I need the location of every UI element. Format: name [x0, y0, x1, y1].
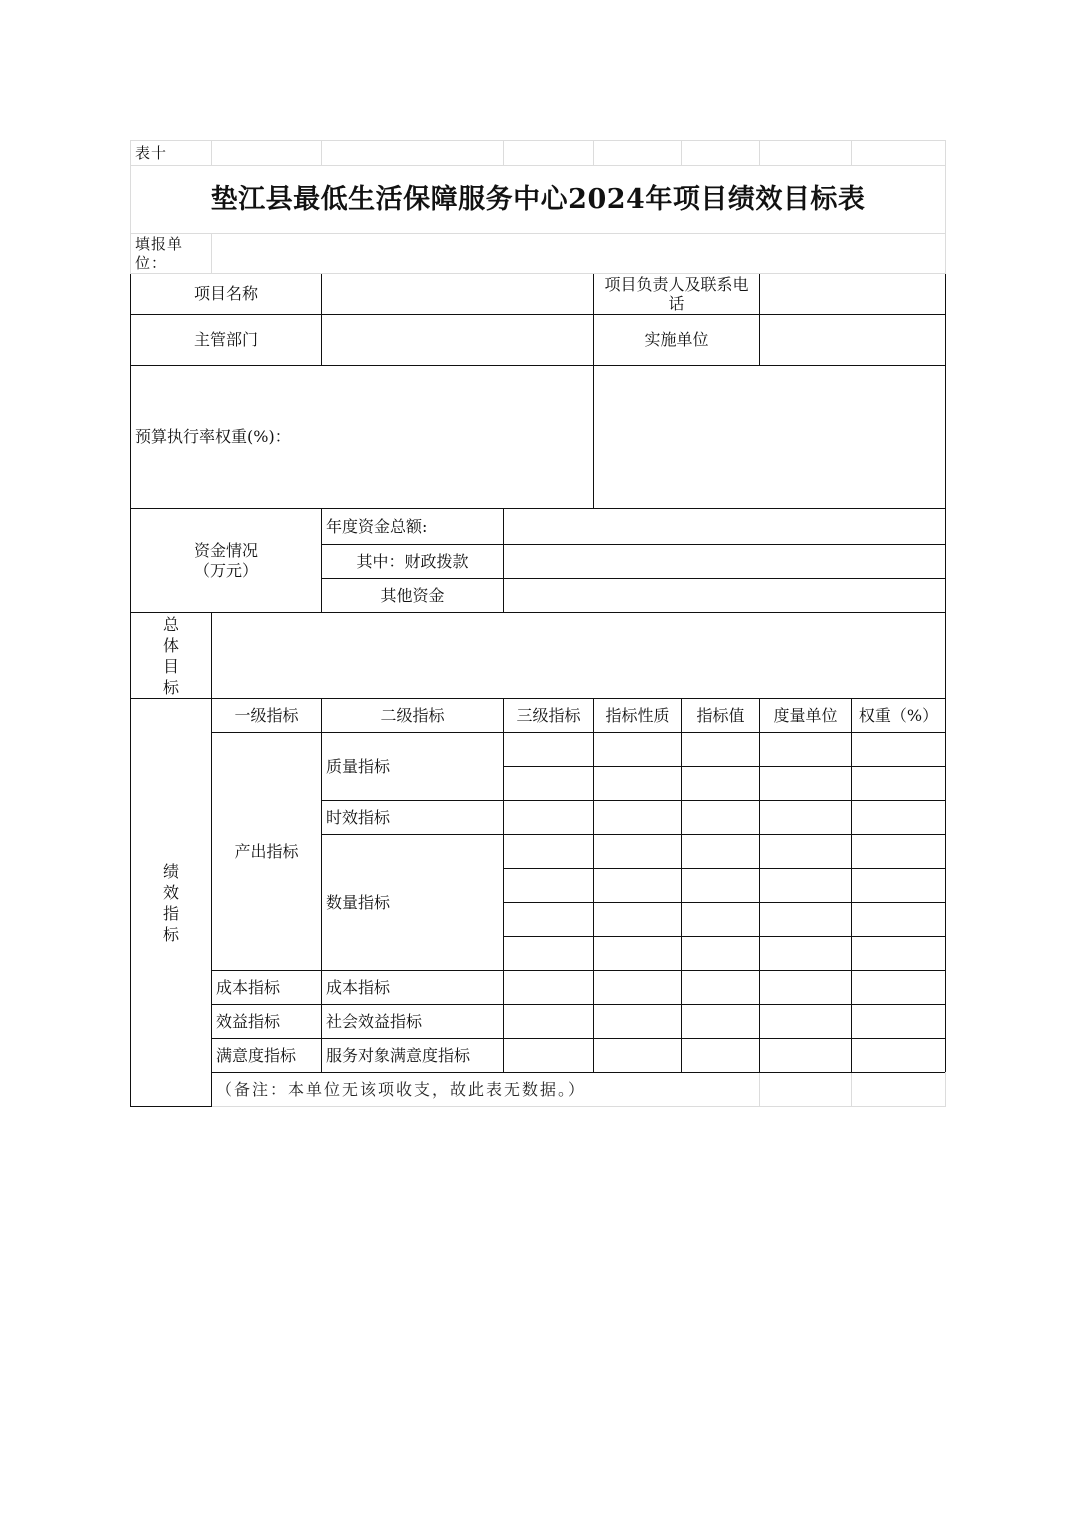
header-value: 指标值: [682, 699, 760, 733]
header-unit: 度量单位: [760, 699, 852, 733]
funds-label-line2: （万元）: [193, 560, 258, 580]
indicator-cell[interactable]: [852, 767, 946, 801]
header-level1: 一级指标: [212, 699, 322, 733]
indicator-cell[interactable]: [594, 971, 682, 1005]
funds-fiscal-label: 其中：财政拨款: [322, 545, 504, 579]
indicator-cell[interactable]: [760, 971, 852, 1005]
indicator-cell[interactable]: [852, 801, 946, 835]
indicator-cell[interactable]: [594, 869, 682, 903]
indicator-cell[interactable]: [594, 1005, 682, 1039]
indicator-cell[interactable]: [504, 1005, 594, 1039]
quantity-indicator-label: 数量指标: [322, 835, 504, 971]
indicator-cell[interactable]: [504, 801, 594, 835]
contact-value[interactable]: [760, 274, 946, 315]
output-indicator-label: 产出指标: [212, 733, 322, 971]
indicator-cell[interactable]: [760, 1005, 852, 1039]
indicator-cell[interactable]: [682, 937, 760, 971]
footer-note: （备注：本单位无该项收支，故此表无数据。）: [212, 1073, 760, 1107]
performance-target-table: [130, 140, 946, 1107]
performance-indicators-label: 绩 效 指 标: [131, 699, 212, 1107]
indicator-cell[interactable]: [852, 903, 946, 937]
indicator-cell[interactable]: [852, 869, 946, 903]
indicator-cell[interactable]: [682, 733, 760, 767]
dept-label: 主管部门: [131, 315, 322, 366]
indicator-cell[interactable]: [682, 767, 760, 801]
filler-unit-label: 填报单位：: [131, 234, 212, 274]
filler-unit-value[interactable]: [212, 234, 946, 274]
indicator-cell[interactable]: [682, 971, 760, 1005]
benefit-indicator-level1: 效益指标: [212, 1005, 322, 1039]
indicator-cell[interactable]: [504, 903, 594, 937]
indicator-cell[interactable]: [682, 869, 760, 903]
table-number: 表十: [131, 141, 212, 166]
header-weight: 权重（%）: [852, 699, 946, 733]
funds-fiscal-value[interactable]: [504, 545, 946, 579]
impl-unit-value[interactable]: [760, 315, 946, 366]
indicator-cell[interactable]: [852, 1005, 946, 1039]
funds-label: [131, 509, 322, 613]
indicator-cell[interactable]: [682, 903, 760, 937]
timeliness-indicator-label: 时效指标: [322, 801, 504, 835]
indicator-cell[interactable]: [504, 1039, 594, 1073]
project-name-label: 项目名称: [131, 274, 322, 315]
page-title: 垫江县最低生活保障服务中心2024年项目绩效目标表: [131, 166, 946, 234]
header-level2: 二级指标: [322, 699, 504, 733]
indicator-cell[interactable]: [594, 767, 682, 801]
indicator-cell[interactable]: [594, 937, 682, 971]
indicator-cell[interactable]: [852, 937, 946, 971]
indicator-cell[interactable]: [852, 733, 946, 767]
impl-unit-label: 实施单位: [594, 315, 760, 366]
indicator-cell[interactable]: [504, 971, 594, 1005]
indicator-cell[interactable]: [504, 767, 594, 801]
overall-goal-value[interactable]: [212, 613, 946, 699]
indicator-cell[interactable]: [760, 733, 852, 767]
performance-target-sheet: [130, 140, 945, 1107]
indicator-cell[interactable]: [504, 869, 594, 903]
indicator-cell[interactable]: [852, 835, 946, 869]
indicator-cell[interactable]: [682, 801, 760, 835]
indicator-cell[interactable]: [760, 1039, 852, 1073]
indicator-cell[interactable]: [682, 835, 760, 869]
benefit-indicator-level2: 社会效益指标: [322, 1005, 504, 1039]
indicator-cell[interactable]: [594, 835, 682, 869]
funds-total-label: 年度资金总额:: [322, 509, 504, 545]
satisfaction-indicator-level2: 服务对象满意度指标: [322, 1039, 504, 1073]
header-level3: 三级指标: [504, 699, 594, 733]
funds-other-value[interactable]: [504, 579, 946, 613]
indicator-cell[interactable]: [760, 801, 852, 835]
indicator-cell[interactable]: [504, 835, 594, 869]
indicator-cell[interactable]: [682, 1039, 760, 1073]
indicator-cell[interactable]: [760, 835, 852, 869]
header-nature: 指标性质: [594, 699, 682, 733]
funds-total-value[interactable]: [504, 509, 946, 545]
cost-indicator-level2: 成本指标: [322, 971, 504, 1005]
indicator-cell[interactable]: [682, 1005, 760, 1039]
funds-label-line1: 资金情况: [193, 540, 258, 560]
indicator-cell[interactable]: [594, 801, 682, 835]
overall-goal-label: 总 体 目 标: [131, 613, 212, 699]
cost-indicator-level1: 成本指标: [212, 971, 322, 1005]
indicator-cell[interactable]: [852, 971, 946, 1005]
indicator-cell[interactable]: [852, 1039, 946, 1073]
dept-value[interactable]: [322, 315, 594, 366]
indicator-cell[interactable]: [594, 733, 682, 767]
contact-label: 项目负责人及联系电话: [594, 274, 760, 315]
indicator-cell[interactable]: [504, 733, 594, 767]
budget-weight-value[interactable]: [594, 366, 946, 509]
indicator-cell[interactable]: [760, 903, 852, 937]
indicator-cell[interactable]: [760, 937, 852, 971]
project-name-value[interactable]: [322, 274, 594, 315]
indicator-cell[interactable]: [594, 903, 682, 937]
satisfaction-indicator-level1: 满意度指标: [212, 1039, 322, 1073]
indicator-cell[interactable]: [760, 869, 852, 903]
indicator-cell[interactable]: [504, 937, 594, 971]
funds-other-label: 其他资金: [322, 579, 504, 613]
indicator-cell[interactable]: [594, 1039, 682, 1073]
budget-weight-label: 预算执行率权重(%)：: [131, 366, 594, 509]
quality-indicator-label: 质量指标: [322, 733, 504, 801]
indicator-cell[interactable]: [760, 767, 852, 801]
